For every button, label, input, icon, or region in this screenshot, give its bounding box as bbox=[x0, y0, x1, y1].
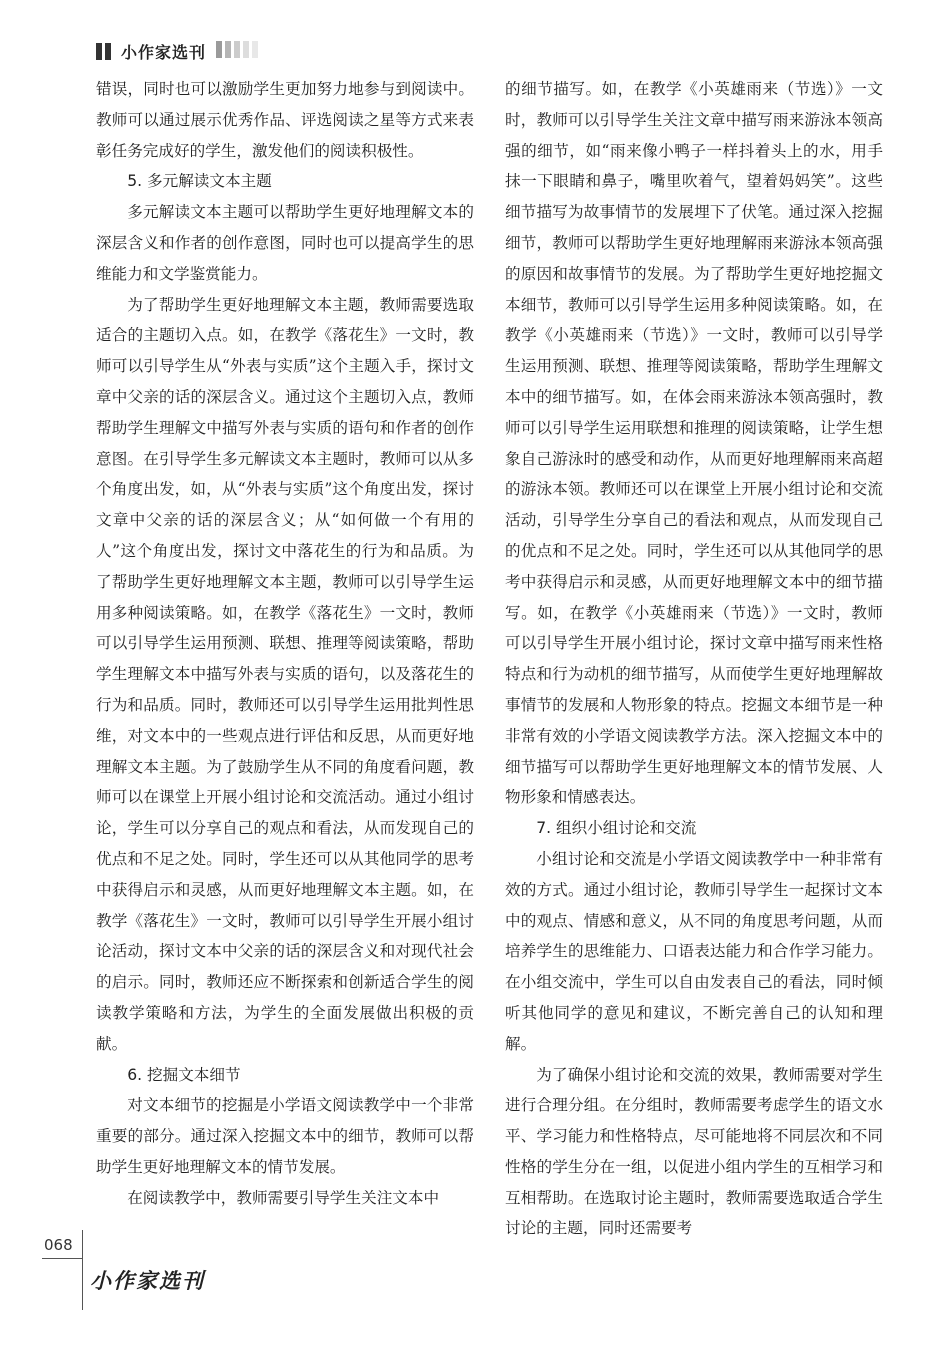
section-heading: 6. 挖掘文本细节 bbox=[127, 1065, 241, 1084]
footer-logo: 小作家选刊 bbox=[90, 1268, 205, 1293]
header-bar-light bbox=[216, 41, 222, 58]
header-bar-light bbox=[225, 41, 231, 58]
header-bar-light bbox=[252, 41, 258, 58]
journal-title: 小作家选刊 bbox=[121, 42, 207, 62]
header-gradient-bars bbox=[216, 41, 261, 62]
left-column bbox=[96, 74, 474, 1213]
right-column bbox=[505, 74, 883, 1244]
paragraph: 为了确保小组讨论和交流的效果，教师需要对学生进行合理分组。在分组时，教师需要考虑学生的语文水平、学习能力和性格特点，尽可能地将不同层次和不同性格的学生分在一组，以促进小组内学生的互相学习和互相帮助。在选取讨论主题时，教师需要选取适合学生讨论的主题，同时还需要考 bbox=[505, 1065, 883, 1238]
section-heading: 5. 多元解读文本主题 bbox=[127, 172, 272, 191]
paragraph: 多元解读文本主题可以帮助学生更好地理解文本的深层含义和作者的创作意图，同时也可以提高学生的思维能力和文学鉴赏能力。 bbox=[96, 203, 474, 283]
header-bar-light bbox=[243, 41, 249, 58]
section-heading: 7. 组织小组讨论和交流 bbox=[536, 819, 697, 838]
paragraph: 小组讨论和交流是小学语文阅读教学中一种非常有效的方式。通过小组讨论，教师引导学生一起探讨文本中的观点、情感和意义，从不同的角度思考问题，从而培养学生的思维能力、口语表达能力和合作学习能力。在小组交流中，学生可以自由发表自己的看法，同时倾听其他同学的意见和建议，不断完善自己的认知和理解。 bbox=[505, 849, 883, 1053]
header-bar-dark bbox=[105, 43, 111, 60]
paragraph: 对文本细节的挖掘是小学语文阅读教学中一个非常重要的部分。通过深入挖掘文本中的细节，教师可以帮助学生更好地理解文本的情节发展。 bbox=[96, 1096, 474, 1176]
footer-divider-vertical bbox=[82, 1230, 83, 1310]
paragraph: 为了帮助学生更好地理解文本主题，教师需要选取适合的主题切入点。如，在教学《落花生》一文时，教师可以引导学生从“外表与实质”这个主题入手，探讨文章中父亲的话的深层含义。通过这个主题切入点，教师帮助学生理解文中描写外表与实质的语句和作者的创作意图。在引导学生多元解读文本主题时，教师可以从多个角度出发，如，从“外表与实质”这个角度出发，探讨文章中父亲的话的深层含义；从“如何做一个有用的人”这个角度出发，探讨文中落花生的行为和品质。为了帮助学生更好地理解文本主题，教师可以引导学生运用多种阅读策略。如，在教学《落花生》一文时，教师可以引导学生运用预测、联想、推理等阅读策略，帮助学生理解文本中描写外表与实质的语句，以及落花生的行为和品质。同时，教师还可以引导学生运用批判性思维，对文本中的一些观点进行评估和反思，从而更好地理解文本主题。为了鼓励学生从不同的角度看问题，教师可以在课堂上开展小组讨论和交流活动。通过小组讨论，学生可以分享自己的观点和看法，从而发现自己的优点和不足之处。同时，学生还可以从其他同学的思考中获得启示和灵感，从而更好地理解文本主题。如，在教学《落花生》一文时，教师可以引导学生开展小组讨论活动，探讨文本中父亲的话的深层含义和对现代社会的启示。同时，教师还应不断探索和创新适合学生的阅读教学策略和方法，为学生的全面发展做出积极的贡献。 bbox=[96, 295, 474, 1053]
paragraph: 错误，同时也可以激励学生更加努力地参与到阅读中。教师可以通过展示优秀作品、评选阅读之星等方式来表彰任务完成好的学生，激发他们的阅读积极性。 bbox=[96, 80, 474, 160]
header-bar-dark bbox=[96, 43, 102, 60]
paragraph: 在阅读教学中，教师需要引导学生关注文本中 bbox=[127, 1188, 440, 1207]
paragraph: 的细节描写。如，在教学《小英雄雨来（节选）》一文时，教师可以引导学生关注文章中描写雨来游泳本领高强的细节，如“雨来像小鸭子一样抖着头上的水，用手抹一下眼睛和鼻子，嘴里吹着气，望着妈妈笑”。这些细节描写为故事情节的发展埋下了伏笔。通过深入挖掘细节，教师可以帮助学生更好地理解雨来游泳本领高强的原因和故事情节的发展。为了帮助学生更好地挖掘文本细节，教师可以引导学生运用多种阅读策略。如，在教学《小英雄雨来（节选）》一文时，教师可以引导学生运用预测、联想、推理等阅读策略，帮助学生理解文本中的细节描写。如，在体会雨来游泳本领高强时，教师可以引导学生运用联想和推理的阅读策略，让学生想象自己游泳时的感受和动作，从而更好地理解雨来高超的游泳本领。教师还可以在课堂上开展小组讨论和交流活动，引导学生分享自己的看法和观点，从而发现自己的优点和不足之处。同时，学生还可以从其他同学的思考中获得启示和灵感，从而更好地理解文本中的细节描写。如，在教学《小英雄雨来（节选）》一文时，教师可以引导学生开展小组讨论，探讨文章中描写雨来性格特点和行为动机的细节描写，从而使学生更好地理解故事情节的发展和人物形象的特点。挖掘文本细节是一种非常有效的小学语文阅读教学方法。深入挖掘文本中的细节描写可以帮助学生更好地理解文本的情节发展、人物形象和情感表达。 bbox=[505, 80, 883, 807]
header-bar-light bbox=[234, 41, 240, 58]
running-header bbox=[96, 38, 261, 64]
page-number: 068 bbox=[44, 1236, 73, 1254]
footer-divider-horizontal bbox=[42, 1258, 82, 1259]
